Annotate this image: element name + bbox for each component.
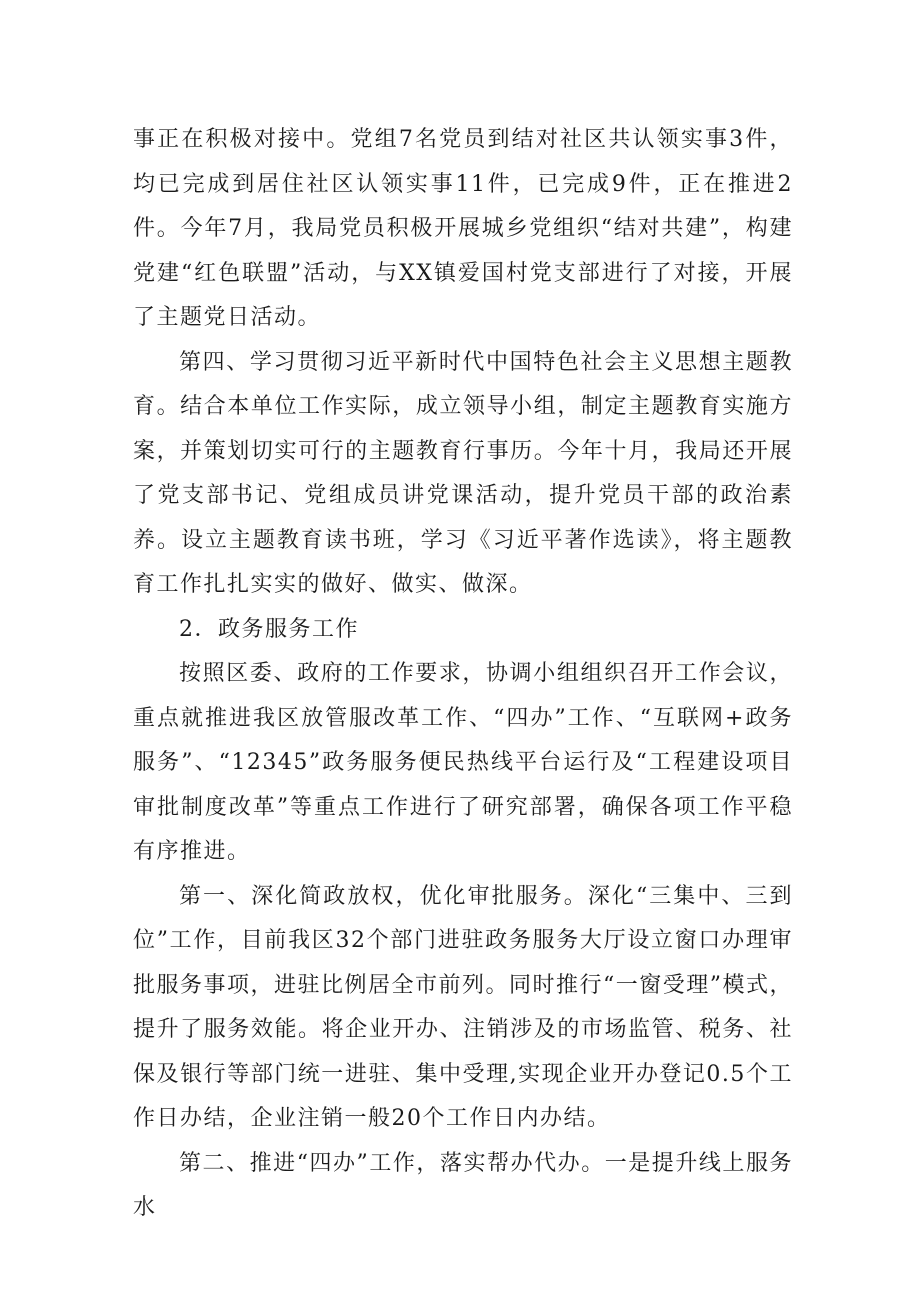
paragraph-streamline-approval: 第一、深化简政放权，优化审批服务。深化“三集中、三到位”工作，目前我区32个部门进驻政务服务大厅设立窗口办理审批服务事项，进驻比例居全市前列。同时推行“一窗受理”模式，提升了服务效能。将企业开办、注销涉及的市场监管、税务、社保及银行等部门统一进驻、集中受理,实现企业开办登记0.5个工作日办结，企业注销一般20个工作日内办结。: [133, 883, 793, 1131]
paragraph-theme-education: 第四、学习贯彻习近平新时代中国特色社会主义思想主题教育。结合本单位工作实际，成立领导小组，制定主题教育实施方案，并策划切实可行的主题教育行事历。今年十月，我局还开展了党支部书记、党组成员讲党课活动，提升党员干部的政治素养。设立主题教育读书班，学习《习近平著作选读》，将主题教育工作扎扎实实的做好、做实、做深。: [133, 349, 793, 597]
paragraph-four-services: 第二、推进“四办”工作，落实帮办代办。一是提升线上服务水: [133, 1150, 793, 1220]
document-body: [133, 118, 793, 1231]
section-heading-government-services: 2．政务服务工作: [179, 616, 359, 642]
paragraph-party-building-continued: 事正在积极对接中。党组7名党员到结对社区共认领实事3件，均已完成到居住社区认领实事11件，已完成9件，正在推进2件。今年7月，我局党员积极开展城乡党组织“结对共建”，构建党建“红色联盟”活动，与XX镇爱国村党支部进行了对接，开展了主题党日活动。: [133, 127, 793, 330]
paragraph-work-requirements: 按照区委、政府的工作要求，协调小组组织召开工作会议，重点就推进我区放管服改革工作、“四办”工作、“互联网+政务服务”、“12345”政务服务便民热线平台运行及“工程建设项目审批制度改革”等重点工作进行了研究部署，确保各项工作平稳有序推进。: [133, 661, 793, 864]
